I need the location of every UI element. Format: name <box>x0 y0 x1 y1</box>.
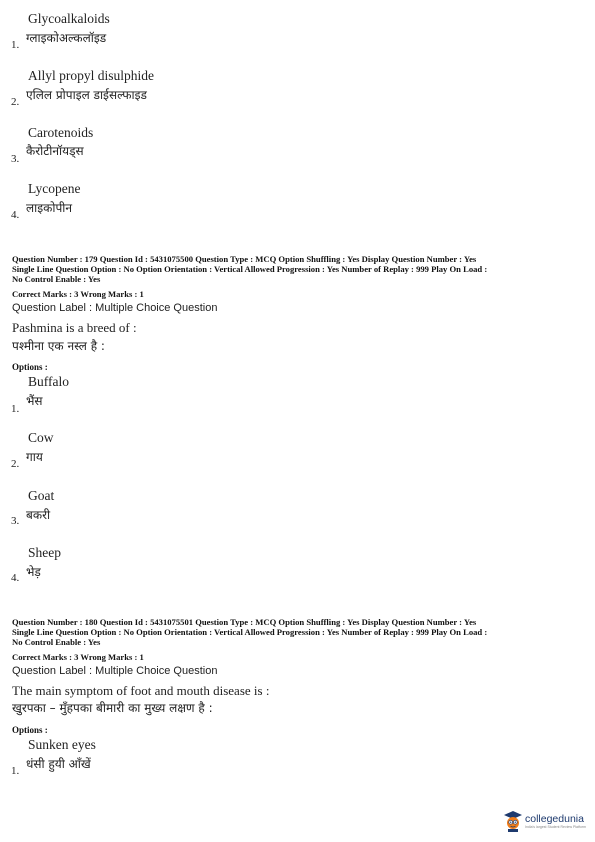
question-meta-line-2: Single Line Question Option : No Option Orientation : Vertical Allowed Progression : Yes Number of Replay : 999 Play On Load : <box>12 264 488 274</box>
option-1-english: Buffalo <box>28 374 69 389</box>
option-1-english: Sunken eyes <box>28 737 96 752</box>
options-heading: Options : <box>12 725 48 735</box>
question-meta-line-3: No Control Enable : Yes <box>12 637 101 647</box>
graduate-mascot-icon <box>503 810 523 832</box>
option-1-hindi: ग्लाइकोअल्कलॉइड <box>26 31 107 45</box>
option-1-number: 1. <box>11 403 20 415</box>
question-text-english: Pashmina is a breed of : <box>12 320 137 335</box>
option-2-hindi: गाय <box>26 450 43 464</box>
option-3-hindi: बकरी <box>26 508 51 522</box>
option-4-english: Lycopene <box>28 181 81 196</box>
option-3-number: 3. <box>11 515 20 527</box>
option-1-hindi: धंसी हुयी आँखें <box>26 757 91 771</box>
option-2-english: Allyl propyl disulphide <box>28 68 154 83</box>
question-meta-line-1: Question Number : 179 Question Id : 5431075500 Question Type : MCQ Option Shuffling : Yes Display Question Number : Yes <box>12 254 477 264</box>
option-1-number: 1. <box>11 765 20 777</box>
options-heading: Options : <box>12 362 48 372</box>
option-4-number: 4. <box>11 572 20 584</box>
option-1-english: Glycoalkaloids <box>28 11 110 26</box>
watermark-tagline: India's largest Student Review Platform <box>525 825 586 829</box>
option-4-number: 4. <box>11 209 20 221</box>
question-meta-line-3: No Control Enable : Yes <box>12 274 101 284</box>
option-3-english: Goat <box>28 488 55 503</box>
question-label: Question Label : Multiple Choice Question <box>12 302 218 314</box>
question-text-english: The main symptom of foot and mouth disease is : <box>12 683 270 698</box>
question-label: Question Label : Multiple Choice Question <box>12 665 218 677</box>
option-1-number: 1. <box>11 39 20 51</box>
option-3-hindi: कैरोटीनॉयड्स <box>26 144 84 158</box>
question-marks: Correct Marks : 3 Wrong Marks : 1 <box>12 289 144 299</box>
option-2-number: 2. <box>11 96 20 108</box>
option-4-hindi: लाइकोपीन <box>26 201 73 215</box>
watermark-text <box>525 813 586 829</box>
option-4-english: Sheep <box>28 545 61 560</box>
question-marks: Correct Marks : 3 Wrong Marks : 1 <box>12 652 144 662</box>
option-2-english: Cow <box>28 430 54 445</box>
option-3-english: Carotenoids <box>28 125 94 140</box>
question-meta-line-1: Question Number : 180 Question Id : 5431075501 Question Type : MCQ Option Shuffling : Yes Display Question Number : Yes <box>12 617 477 627</box>
question-text-hindi: खुरपका – मुँहपका बीमारी का मुख्य लक्षण है : <box>12 701 213 715</box>
question-text-hindi: पश्मीना एक नस्ल है : <box>12 339 105 353</box>
option-1-hindi: भैंस <box>26 394 43 408</box>
question-meta-line-2: Single Line Question Option : No Option Orientation : Vertical Allowed Progression : Yes Number of Replay : 999 Play On Load : <box>12 627 488 637</box>
option-3-number: 3. <box>11 153 20 165</box>
option-2-number: 2. <box>11 458 20 470</box>
option-2-hindi: एलिल प्रोपाइल डाईसल्फाइड <box>26 88 147 102</box>
collegedunia-watermark <box>503 810 586 832</box>
option-4-hindi: भेड़ <box>26 565 41 579</box>
watermark-brand: collegedunia <box>525 813 584 825</box>
